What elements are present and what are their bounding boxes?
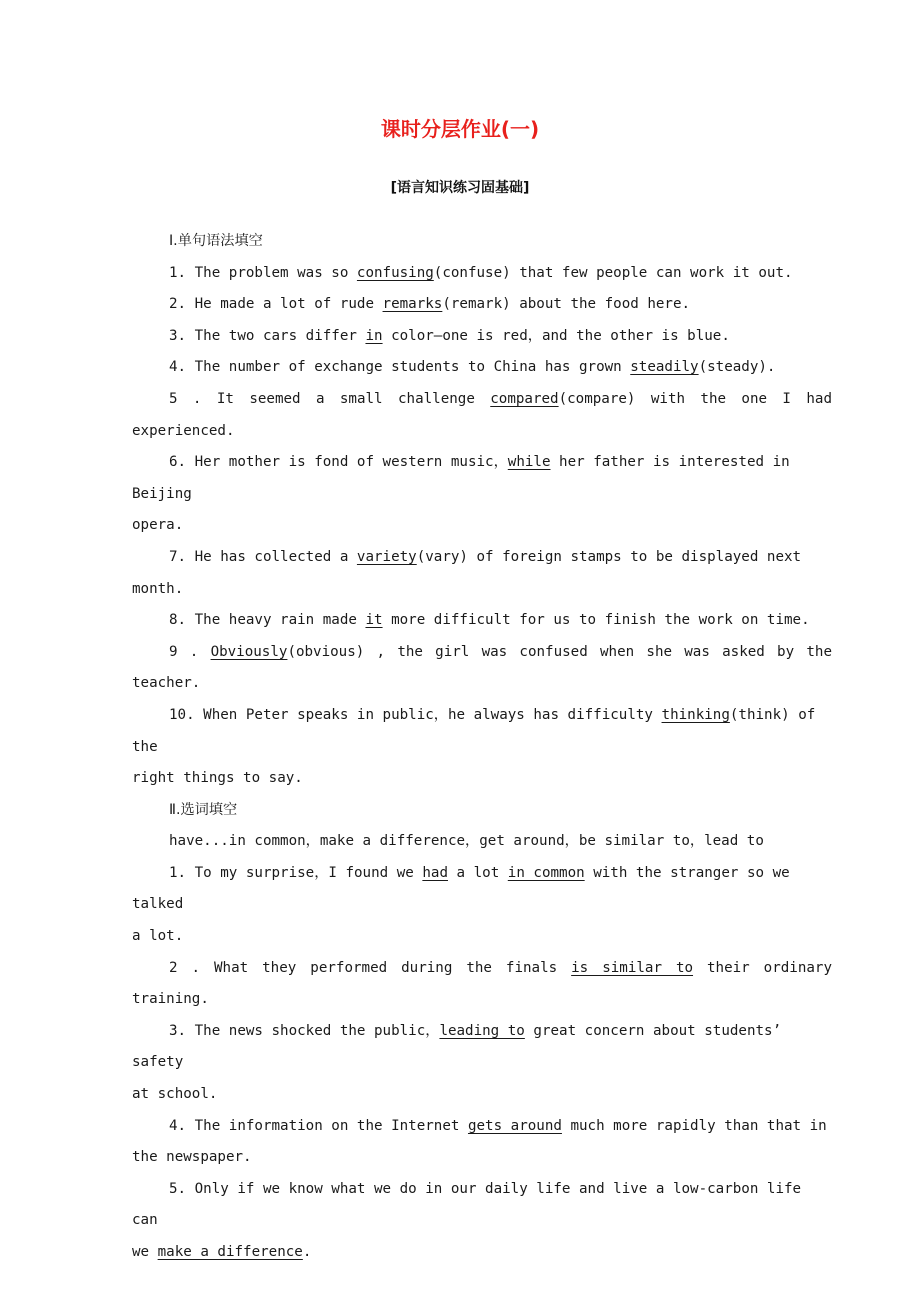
s2-item-3: 3. The news shocked the public，leading to great concern about students’ safety [132, 1022, 782, 1071]
answer: Obviously [210, 643, 288, 660]
answer: variety [356, 548, 417, 565]
section-subtitle: [语言知识练习固基础] [390, 180, 530, 196]
s1-item-10-cont: right things to say. [132, 770, 303, 787]
answer: in common [507, 864, 585, 881]
s2-item-1-cont: a lot. [132, 928, 184, 945]
s2-item-5: 5. Only if we know what we do in our daily life and live a low-carbon life can [132, 1180, 802, 1229]
s2-item-3-cont: at school. [132, 1086, 218, 1103]
answer: had [422, 864, 448, 881]
answer: leading to [439, 1022, 525, 1039]
s1-item-10: 10. When Peter speaks in public，he always has difficulty thinking(think) of the [132, 706, 816, 755]
answer: gets around [467, 1117, 562, 1134]
s1-item-9: 9 . Obviously(obvious) , the girl was confused when she was asked by the [169, 643, 832, 660]
answer: steadily [630, 359, 699, 376]
answer: confusing [356, 264, 434, 281]
s2-item-4-cont: the newspaper. [132, 1149, 252, 1166]
answer: in [365, 327, 383, 344]
answer: it [365, 612, 383, 629]
s1-item-7: 7. He has collected a variety(vary) of foreign stamps to be displayed next [169, 548, 802, 565]
section2-heading: Ⅱ.选词填空 [169, 801, 238, 818]
s1-item-5: 5 . It seemed a small challenge compared(compare) with the one I had [169, 390, 832, 407]
s1-item-8: 8. The heavy rain made it more difficult for us to finish the work on time. [169, 612, 810, 629]
s1-item-1: 1. The problem was so confusing(confuse) that few people can work it out. [169, 264, 793, 281]
s1-item-5-cont: experienced. [132, 422, 235, 439]
answer: make a difference [157, 1244, 303, 1260]
exercise-body [132, 226, 832, 1269]
s1-item-7-cont: month. [132, 580, 184, 597]
section1-heading: Ⅰ.单句语法填空 [169, 233, 263, 249]
page-title: 课时分层作业(一) [380, 117, 540, 141]
s2-item-2-cont: training. [132, 991, 209, 1008]
answer: is similar to [571, 959, 694, 976]
s1-item-3: 3. The two cars differ in color—one is red，and the other is blue. [169, 327, 730, 344]
answer: while [507, 454, 551, 471]
s2-item-2: 2 . What they performed during the finals is similar to their ordinary [169, 959, 833, 976]
word-bank: have...in common，make a difference，get around，be similar to，lead to [169, 833, 764, 850]
s1-item-6: 6. Her mother is fond of western music，while her father is interested in Beijing [132, 454, 790, 502]
s1-item-2: 2. He made a lot of rude remarks(remark) about the food here. [169, 296, 691, 313]
s2-item-5-cont: we make a difference. [132, 1244, 312, 1260]
s1-item-6-cont: opera. [132, 517, 184, 534]
s2-item-4: 4. The information on the Internet gets around much more rapidly than that in [169, 1117, 827, 1134]
answer: thinking [661, 706, 730, 723]
answer: compared [490, 390, 559, 407]
answer: remarks [382, 296, 443, 313]
s1-item-4: 4. The number of exchange students to China has grown steadily(steady). [169, 359, 776, 376]
s2-item-1: 1. To my surprise，I found we had a lot in common with the stranger so we talked [132, 864, 790, 913]
s1-item-9-cont: teacher. [132, 675, 201, 692]
